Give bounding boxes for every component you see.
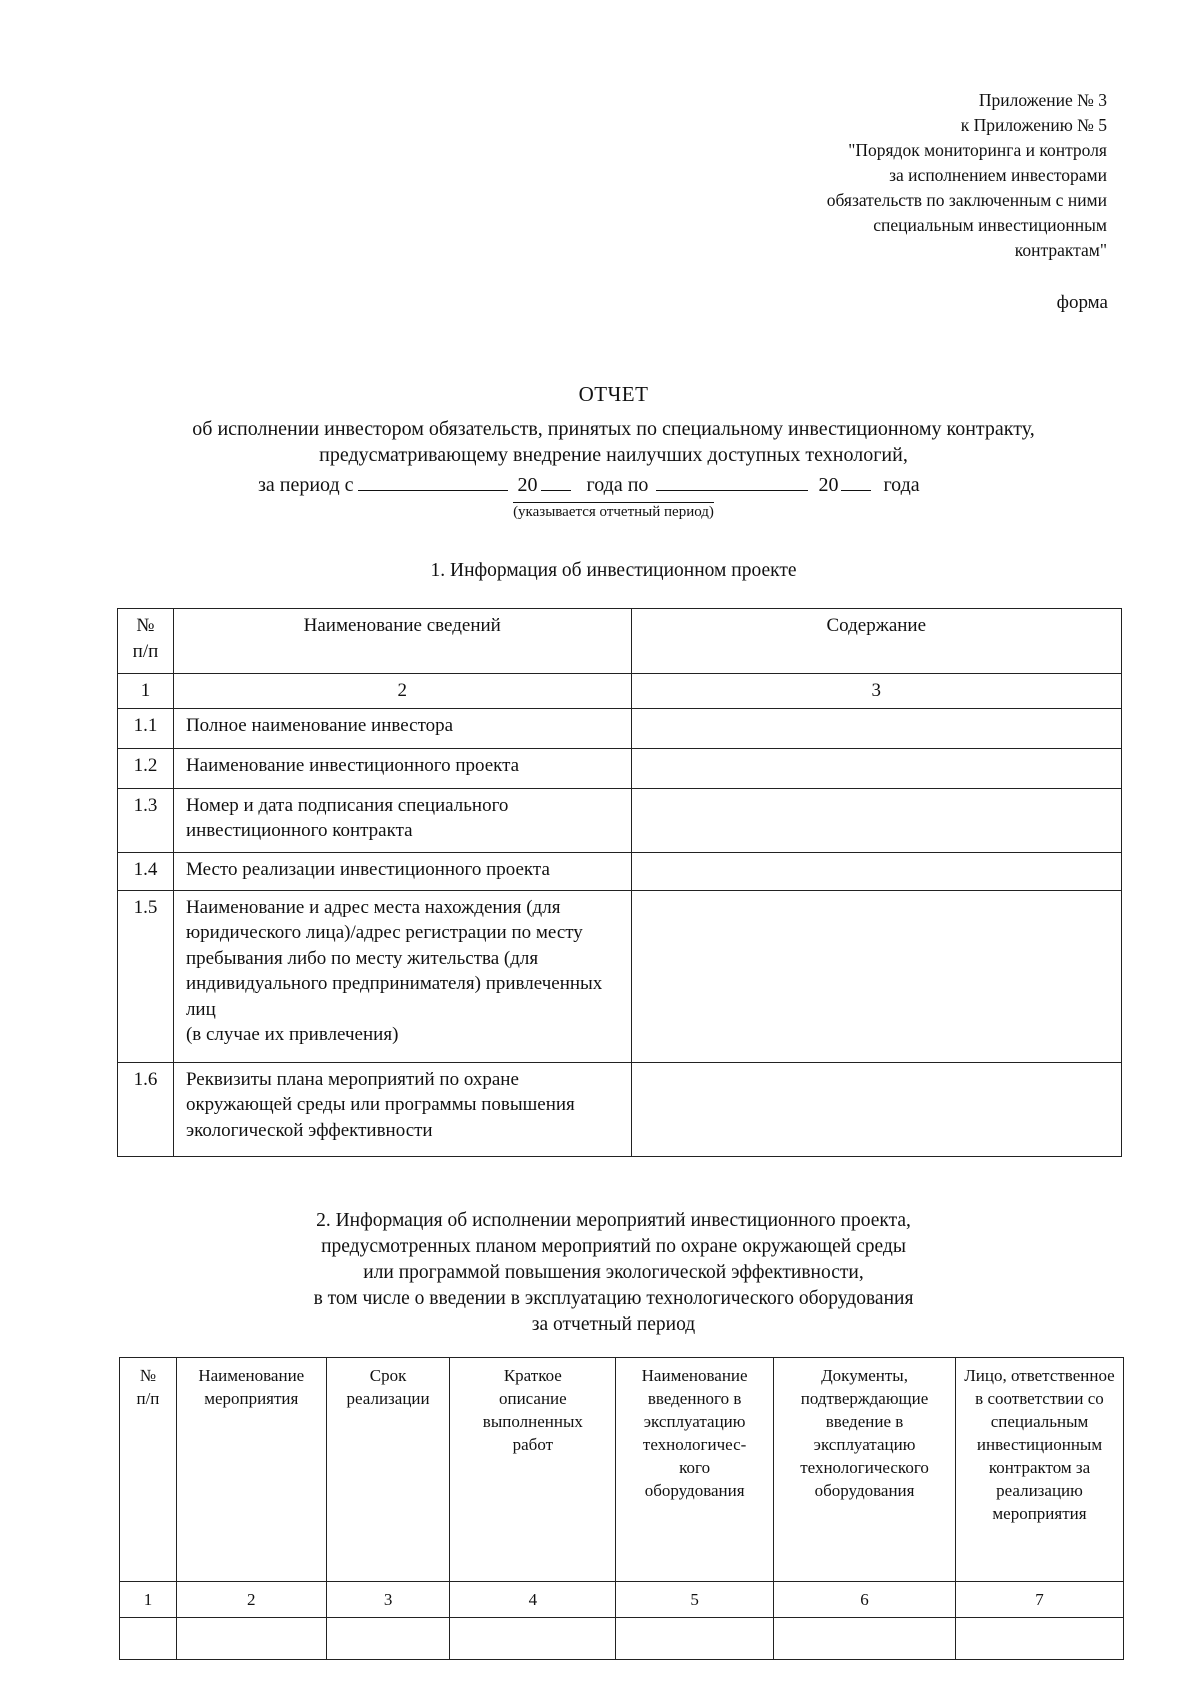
appendix-line: к Приложению № 5 <box>960 115 1107 135</box>
empty-cell[interactable] <box>956 1618 1124 1660</box>
period-from-date-field[interactable] <box>358 474 508 491</box>
col-number: 1 <box>118 674 174 709</box>
section2-title: 2. Информация об исполнении мероприятий инвестиционного проекта, предусмотренных планом мероприятий по охране окружающей среды или программой повышения экологической эффективности, в том числе о введении в эксплуатацию технологического оборудования за отчетный период <box>313 1210 914 1335</box>
period-note: (указывается отчетный период) <box>513 504 714 520</box>
header-name: Наименование сведений <box>173 609 631 674</box>
appendix-line: "Порядок мониторинга и контроля <box>848 140 1107 160</box>
header-activity-name: Наименование мероприятия <box>176 1358 326 1582</box>
row-value-cell[interactable] <box>631 708 1121 748</box>
period-end-label: года <box>883 474 920 496</box>
table-row <box>118 890 1122 1062</box>
row-number: 1.2 <box>118 748 174 788</box>
row-number: 1.4 <box>118 852 174 890</box>
col-number: 1 <box>120 1582 177 1618</box>
period-year-prefix-2: 20 <box>818 474 839 496</box>
period-to-year-field[interactable] <box>841 474 871 491</box>
table-header-row <box>118 609 1122 674</box>
period-year-prefix-1: 20 <box>517 474 538 496</box>
appendix-line: Приложение № 3 <box>978 90 1107 110</box>
col-number: 5 <box>616 1582 774 1618</box>
header-number: № п/п <box>120 1358 177 1582</box>
col-number: 3 <box>326 1582 450 1618</box>
period-line <box>258 474 920 497</box>
period-to-label: года по <box>586 474 649 496</box>
row-value-cell[interactable] <box>631 1062 1121 1156</box>
row-number: 1.5 <box>118 890 174 1062</box>
col-number: 3 <box>631 674 1121 709</box>
col-number: 4 <box>450 1582 616 1618</box>
row-number: 1.3 <box>118 788 174 852</box>
row-value-cell[interactable] <box>631 748 1121 788</box>
col-number: 2 <box>173 674 631 709</box>
period-to-date-field[interactable] <box>656 474 808 491</box>
investment-project-info-table <box>117 608 1122 1157</box>
period-from-year-field[interactable] <box>541 474 571 491</box>
table-header-row <box>120 1358 1124 1582</box>
header-equipment-name: Наименование введенного в эксплуатацию технологичес-кого оборудования <box>616 1358 774 1582</box>
row-name: Наименование инвестиционного проекта <box>173 748 631 788</box>
column-number-row <box>118 674 1122 709</box>
empty-cell[interactable] <box>326 1618 450 1660</box>
table-row <box>118 852 1122 890</box>
activities-execution-table <box>119 1357 1124 1660</box>
report-title: ОТЧЕТ <box>578 382 649 406</box>
appendix-line: контрактам" <box>1014 240 1107 260</box>
row-name: Наименование и адрес места нахождения (для юридического лица)/адрес регистрации по месту пребывания либо по месту жительства (для индивидуального предпринимателя) привлеченных лиц (в случае их привлечения) <box>173 890 631 1062</box>
header-term: Срок реализации <box>326 1358 450 1582</box>
header-number: № п/п <box>118 609 174 674</box>
appendix-line: обязательств по заключенным с ними <box>826 190 1107 210</box>
header-documents: Документы, подтверждающие введение в эксплуатацию технологического оборудования <box>774 1358 956 1582</box>
header-content: Содержание <box>631 609 1121 674</box>
row-number: 1.1 <box>118 708 174 748</box>
section1-title: 1. Информация об инвестиционном проекте <box>430 560 797 581</box>
row-value-cell[interactable] <box>631 788 1121 852</box>
row-name: Реквизиты плана мероприятий по охране окружающей среды или программы повышения экологической эффективности <box>173 1062 631 1156</box>
column-number-row <box>120 1582 1124 1618</box>
form-label: форма <box>1056 292 1108 313</box>
col-number: 7 <box>956 1582 1124 1618</box>
col-number: 2 <box>176 1582 326 1618</box>
table-row <box>118 748 1122 788</box>
table-row <box>118 788 1122 852</box>
row-name: Номер и дата подписания специального инвестиционного контракта <box>173 788 631 852</box>
row-name: Полное наименование инвестора <box>173 708 631 748</box>
table-row <box>118 1062 1122 1156</box>
empty-cell[interactable] <box>120 1618 177 1660</box>
appendix-reference <box>687 88 1107 263</box>
appendix-line: специальным инвестиционным <box>873 215 1107 235</box>
table-row <box>118 708 1122 748</box>
row-number: 1.6 <box>118 1062 174 1156</box>
row-value-cell[interactable] <box>631 890 1121 1062</box>
empty-cell[interactable] <box>176 1618 326 1660</box>
header-responsible-person: Лицо, ответственное в соответствии со специальным инвестиционным контрактом за реализацию мероприятия <box>956 1358 1124 1582</box>
period-from-label: за период с <box>258 474 354 496</box>
appendix-line: за исполнением инвесторами <box>889 165 1107 185</box>
row-name: Место реализации инвестиционного проекта <box>173 852 631 890</box>
empty-cell[interactable] <box>616 1618 774 1660</box>
report-subtitle-line1: об исполнении инвестором обязательств, принятых по специальному инвестиционному контракту, <box>192 418 1035 440</box>
report-subtitle-line2: предусматривающему внедрение наилучших доступных технологий, <box>319 444 908 466</box>
table-row <box>120 1618 1124 1660</box>
col-number: 6 <box>774 1582 956 1618</box>
empty-cell[interactable] <box>774 1618 956 1660</box>
header-works-description: Краткое описание выполненных работ <box>450 1358 616 1582</box>
row-value-cell[interactable] <box>631 852 1121 890</box>
empty-cell[interactable] <box>450 1618 616 1660</box>
